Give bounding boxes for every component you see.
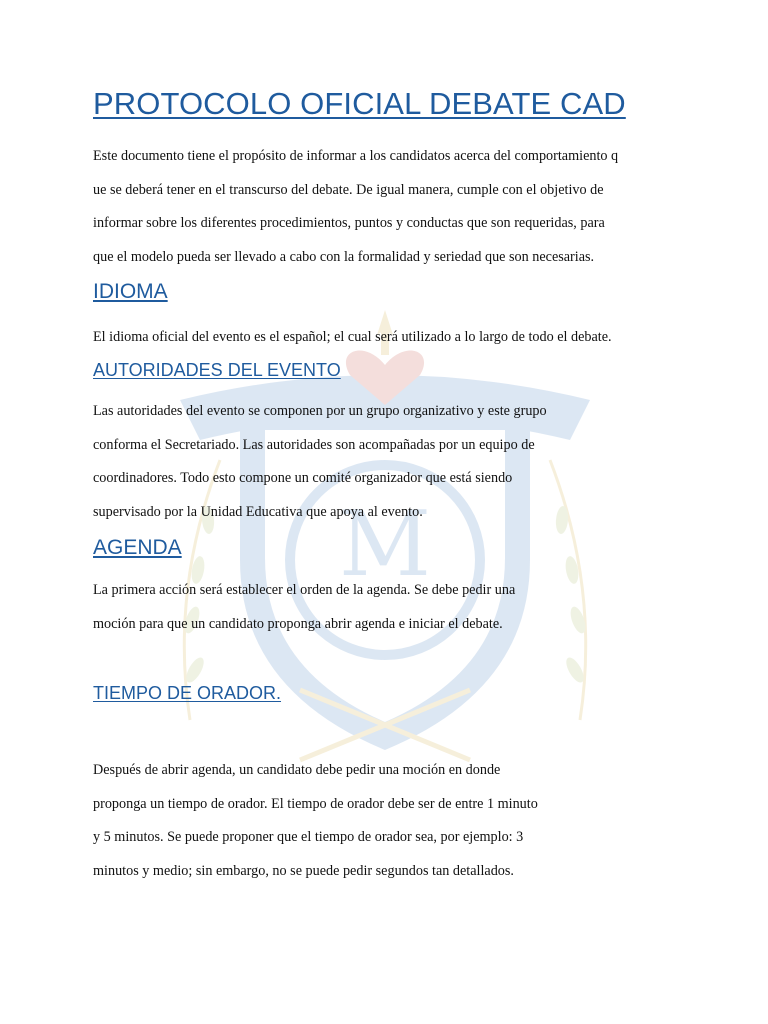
svg-text:M: M xyxy=(338,492,432,597)
intro-line: que el modelo pueda ser llevado a cabo con la formalidad y seriedad que son necesarias. xyxy=(93,248,595,265)
intro-line: Este documento tiene el propósito de informar a los candidatos acerca del comportamiento q xyxy=(93,148,619,164)
autoridades-line: Las autoridades del evento se componen por un grupo organizativo y este grupo xyxy=(93,403,547,419)
autoridades-paragraph xyxy=(93,401,693,535)
intro-paragraph xyxy=(93,146,693,280)
tiempo-line: proponga un tiempo de orador. El tiempo de orador debe ser de entre 1 minuto xyxy=(93,795,538,812)
autoridades-line: conforma el Secretariado. Las autoridades son acompañadas por un equipo de xyxy=(93,436,535,453)
section-heading-autoridades: AUTORIDADES DEL EVENTO xyxy=(93,360,341,380)
document-title: PROTOCOLO OFICIAL DEBATE CAD xyxy=(93,86,626,121)
tiempo-de-orador-paragraph xyxy=(93,760,693,894)
tiempo-line: minutos y medio; sin embargo, no se puede pedir segundos tan detallados. xyxy=(93,862,514,879)
idioma-line: El idioma oficial del evento es el español; el cual será utilizado a lo largo de todo el debate. xyxy=(93,329,612,345)
autoridades-line: coordinadores. Todo esto compone un comité organizador que está siendo xyxy=(93,470,513,487)
intro-line: informar sobre los diferentes procedimientos, puntos y conductas que son requeridas, para xyxy=(93,215,605,232)
idioma-paragraph xyxy=(93,327,693,361)
agenda-line: moción para que un candidato proponga abrir agenda e iniciar el debate. xyxy=(93,615,503,632)
agenda-paragraph xyxy=(93,580,693,647)
autoridades-line: supervisado por la Unidad Educativa que apoya al evento. xyxy=(93,503,423,520)
agenda-line: La primera acción será establecer el orden de la agenda. Se debe pedir una xyxy=(93,582,516,598)
tiempo-line: Después de abrir agenda, un candidato debe pedir una moción en donde xyxy=(93,762,501,778)
section-heading-idioma: IDIOMA xyxy=(93,280,168,303)
section-heading-tiempo-de-orador: TIEMPO DE ORADOR. xyxy=(93,683,282,703)
intro-line: ue se deberá tener en el transcurso del debate. De igual manera, cumple con el objetivo de xyxy=(93,181,604,198)
section-heading-agenda: AGENDA xyxy=(93,536,182,559)
tiempo-line: y 5 minutos. Se puede proponer que el tiempo de orador sea, por ejemplo: 3 xyxy=(93,829,524,846)
